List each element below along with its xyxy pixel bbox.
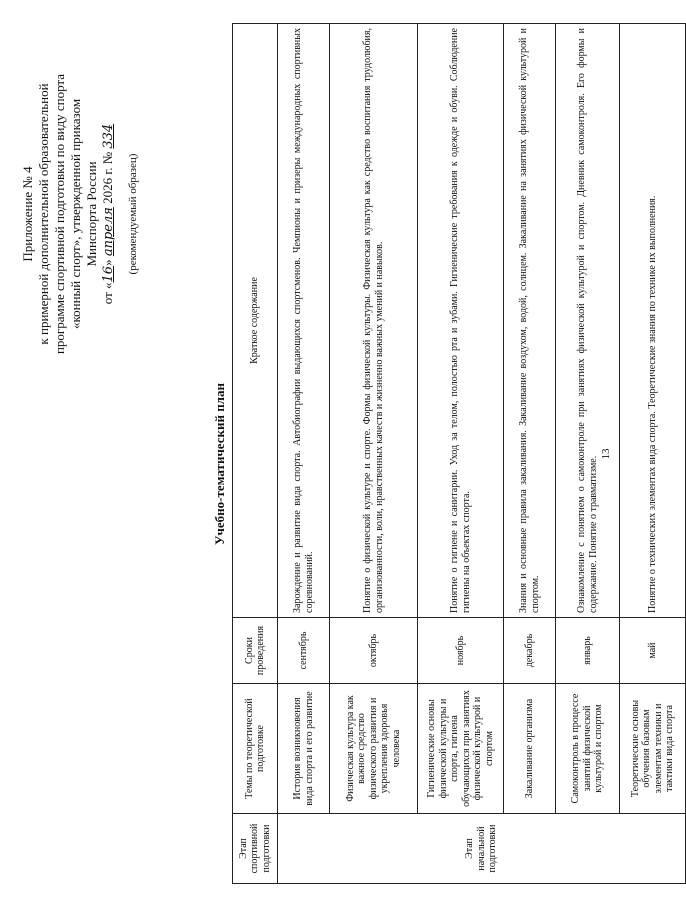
table-row <box>620 24 686 884</box>
table-row <box>330 24 418 884</box>
date-year: 2026 г. № <box>100 151 115 204</box>
period-cell: сентябрь <box>278 618 330 684</box>
date-mid: » <box>100 259 115 266</box>
date-month: апреля <box>101 207 116 257</box>
header-content: Краткое содержание <box>233 24 278 618</box>
header-line-program: к примерной дополнительной образовательной <box>36 83 51 345</box>
header-line-program-2: программе спортивной подготовки по виду спорта <box>52 73 67 355</box>
page-title: Учебно-тематический план <box>212 383 227 545</box>
period-cell: май <box>620 618 686 684</box>
content-cell: Ознакомление с понятием о самоконтроле при занятиях физической культурой и спортом. Дневник самоконтроля. Его формы и содержание. Понятие о травматизме. <box>556 24 620 618</box>
content-cell: Понятие о гигиене и санитарии. Уход за телом, полостью рта и зубами. Гигиенические требования к одежде и обуви. Соблюдение гигиены на объектах спорта. <box>418 24 504 618</box>
page-number: 13 <box>600 448 612 460</box>
period-cell: январь <box>556 618 620 684</box>
header-date-line <box>100 64 117 364</box>
order-number: 334 <box>101 123 116 149</box>
topic-cell: История возникновения вида спорта и его развитие <box>278 684 330 814</box>
header-period: Сроки проведения <box>233 618 278 684</box>
content-cell: Зарождение и развитие вида спорта. Автобиографии выдающихся спортсменов. Чемпионы и призеры международных спортивных соревнований. <box>278 24 330 618</box>
stage-cell: Этап начальной подготовки <box>278 814 686 884</box>
content-cell: Понятие о технических элементах вида спорта. Теоретические знания по технике их выполнения. <box>620 24 686 618</box>
table-row <box>278 24 330 884</box>
topic-cell: Теоретические основы обучения базовым элементам техники и тактики вида спорта <box>620 684 686 814</box>
topic-cell: Самоконтроль в процессе занятий физической культурой и спортом <box>556 684 620 814</box>
table-row <box>556 24 620 884</box>
date-day: 16 <box>101 265 116 283</box>
period-cell: декабрь <box>504 618 556 684</box>
table-row <box>504 24 556 884</box>
topic-cell: Гигиенические основы физической культуры и спорта, гигиена обучающихся при занятиях физической культурой и спортом <box>418 684 504 814</box>
header-line-appendix: Приложение № 4 <box>20 166 35 262</box>
table-header-row <box>233 24 278 884</box>
header-line-sport: «конный спорт», утвержденной приказом <box>68 98 83 330</box>
table-row <box>418 24 504 884</box>
header-topics: Темы по теоретической подготовке <box>233 684 278 814</box>
header-line-ministry: Минспорта России <box>84 161 99 267</box>
recommended-sample-note: (рекомендуемый образец) <box>127 153 139 275</box>
content-cell: Понятие о физической культуре и спорте. Формы физической культуры. Физическая культура как средство воспитания трудолюбия, организованности, воли, нравственных качеств и жизненно важных умений и навыков. <box>330 24 418 618</box>
date-prefix: от « <box>100 282 115 305</box>
appendix-header <box>20 64 141 364</box>
topic-cell: Закаливание организма <box>504 684 556 814</box>
topic-cell: Физическая культура как важное средство физического развития и укрепления здоровья человека <box>330 684 418 814</box>
content-cell: Знания и основные правила закаливания. Закаливание воздухом, водой, солнцем. Закаливание на занятиях физической культурой и спортом. <box>504 24 556 618</box>
period-cell: октябрь <box>330 618 418 684</box>
header-stage: Этап спортивной подготовки <box>233 814 278 884</box>
period-cell: ноябрь <box>418 618 504 684</box>
curriculum-table <box>232 23 686 884</box>
